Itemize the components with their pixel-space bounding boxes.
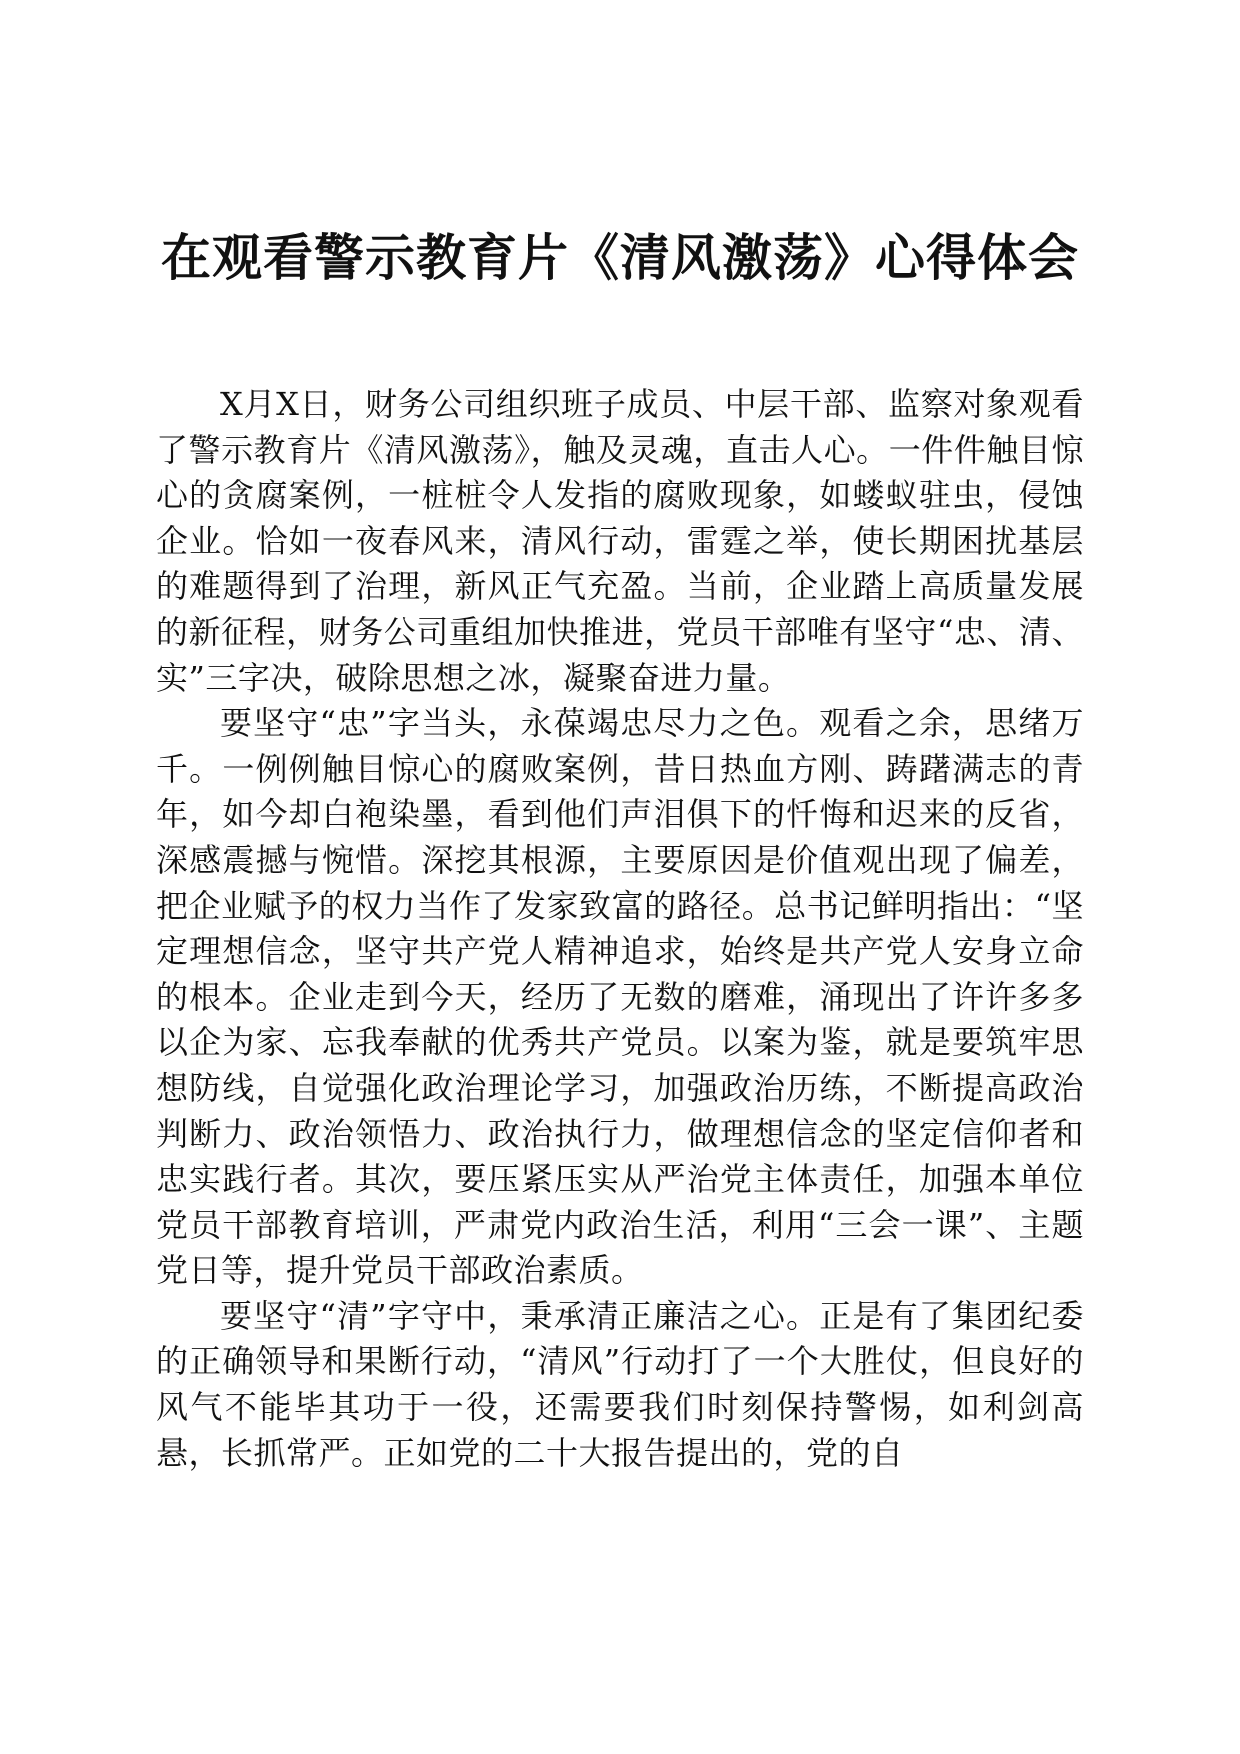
document-title: 在观看警示教育片《清风激荡》心得体会 — [161, 228, 1079, 287]
paragraph-loyalty: 要坚守“忠”字当头，永葆竭忠尽力之色。观看之余，思绪万千。一例例触目惊心的腐败案例，昔日热血方刚、踌躇满志的青年，如今却白袍染墨，看到他们声泪俱下的忏悔和迟来的反省，深感震撼与惋惜。深挖其根源，主要原因是价值观出现了偏差，把企业赋予的权力当作了发家致富的路径。总书记鲜明指出：“坚定理想信念，坚守共产党人精神追求，始终是共产党人安身立命的根本。企业走到今天，经历了无数的磨难，涌现出了许许多多以企为家、忘我奉献的优秀共产党员。以案为鉴，就是要筑牢思想防线，自觉强化政治理论学习，加强政治历练，不断提高政治判断力、政治领悟力、政治执行力，做理想信念的坚定信仰者和忠实践行者。其次，要压紧压实从严治党主体责任，加强本单位党员干部教育培训，严肃党内政治生活，利用“三会一课”、主题党日等，提升党员干部政治素质。 — [156, 704, 1084, 1290]
paragraph-intro: X月X日，财务公司组织班子成员、中层干部、监察对象观看了警示教育片《清风激荡》，触及灵魂，直击人心。一件件触目惊心的贪腐案例，一桩桩令人发指的腐败现象，如蝼蚁驻虫，侵蚀企业。恰如一夜春风来，清风行动，雷霆之举，使长期困扰基层的难题得到了治理，新风正气充盈。当前，企业踏上高质量发展的新征程，财务公司重组加快推进，党员干部唯有坚守“忠、清、实”三字决，破除思想之冰，凝聚奋进力量。 — [156, 385, 1084, 697]
document-body — [156, 382, 1084, 1476]
paragraph-integrity: 要坚守“清”字守中，秉承清正廉洁之心。正是有了集团纪委的正确领导和果断行动，“清风”行动打了一个大胜仗，但良好的风气不能毕其功于一役，还需要我们时刻保持警惕，如利剑高悬，长抓常严。正如党的二十大报告提出的，党的自 — [156, 1296, 1084, 1472]
